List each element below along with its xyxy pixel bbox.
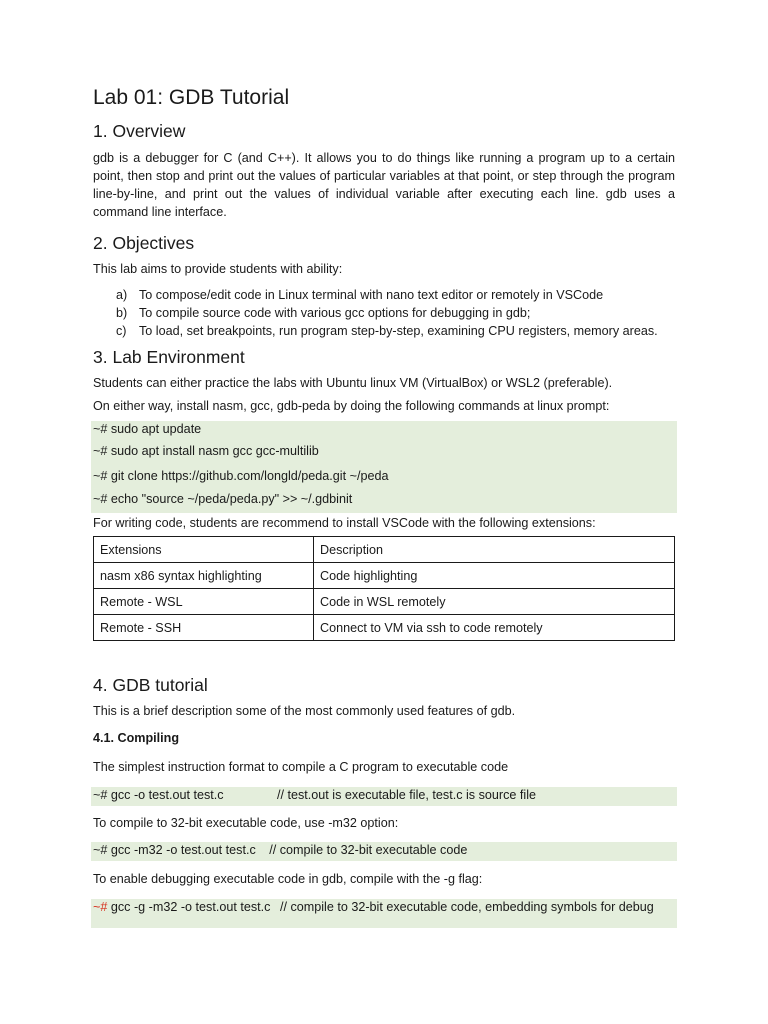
code-command: ~# gcc -m32 -o test.out test.c [93, 843, 256, 857]
table-row [94, 589, 675, 615]
compile-command-block [91, 787, 677, 806]
table-cell: Connect to VM via ssh to code remotely [314, 615, 675, 641]
code-line: ~# echo "source ~/peda/peda.py" >> ~/.gdbinit [93, 492, 353, 506]
extensions-table [93, 536, 675, 641]
table-cell: Remote - SSH [94, 615, 314, 641]
table-cell: Remote - WSL [94, 589, 314, 615]
page-title: Lab 01: GDB Tutorial [93, 86, 290, 109]
code-line: ~# sudo apt update [93, 422, 202, 436]
list-marker: a) [116, 288, 128, 302]
compiling-para1: The simplest instruction format to compile a C program to executable code [93, 760, 509, 774]
overview-paragraph: gdb is a debugger for C (and C++). It allows you to do things like running a program up to a certain point, then stop and print out the values of particular variables at that point, or step through the program line-by-line, and print out the values of individual variable after executing each line. gdb uses a command line interface. [93, 151, 675, 219]
environment-para3: For writing code, students are recommend to install VSCode with the following extensions: [93, 516, 596, 530]
code-line [93, 788, 536, 802]
code-line [93, 900, 654, 914]
list-marker: b) [116, 306, 128, 320]
code-comment: // compile to 32-bit executable code [269, 843, 468, 857]
code-command: ~# gcc -o test.out test.c [93, 788, 224, 802]
compiling-subheading: 4.1. Compiling [93, 731, 180, 745]
table-row [94, 563, 675, 589]
table-header-cell: Extensions [94, 537, 314, 563]
code-command: gcc -g -m32 -o test.out test.c [107, 900, 271, 914]
objectives-list [93, 288, 675, 342]
list-text: To compose/edit code in Linux terminal with nano text editor or remotely in VSCode [139, 288, 604, 302]
compile-m32-command-block [91, 842, 677, 861]
install-commands-block [91, 421, 677, 513]
table-row [94, 615, 675, 641]
table-header-cell: Description [314, 537, 675, 563]
tutorial-intro: This is a brief description some of the most commonly used features of gdb. [93, 704, 516, 718]
list-marker: c) [116, 324, 127, 338]
code-prompt: ~# [93, 900, 108, 914]
compile-debug-command-block [91, 899, 677, 928]
compiling-para3: To enable debugging executable code in gdb, compile with the -g flag: [93, 872, 483, 886]
list-text: To compile source code with various gcc options for debugging in gdb; [139, 306, 531, 320]
objectives-intro: This lab aims to provide students with ability: [93, 262, 343, 276]
code-line: ~# git clone https://github.com/longld/peda.git ~/peda [93, 469, 389, 483]
code-comment: // test.out is executable file, test.c is source file [277, 788, 536, 802]
list-text: To load, set breakpoints, run program step-by-step, examining CPU registers, memory areas. [139, 324, 658, 338]
code-line: ~# sudo apt install nasm gcc gcc-multilib [93, 444, 319, 458]
tutorial-heading: 4. GDB tutorial [93, 675, 208, 695]
table-cell: Code highlighting [314, 563, 675, 589]
overview-heading: 1. Overview [93, 121, 186, 141]
compiling-para2: To compile to 32-bit executable code, use -m32 option: [93, 816, 399, 830]
code-line [93, 843, 467, 857]
code-comment: // compile to 32-bit executable code, embedding symbols for debug [279, 900, 654, 914]
table-header-row [94, 537, 675, 563]
environment-para2: On either way, install nasm, gcc, gdb-peda by doing the following commands at linux prompt: [93, 399, 610, 413]
table-cell: Code in WSL remotely [314, 589, 675, 615]
environment-para1: Students can either practice the labs with Ubuntu linux VM (VirtualBox) or WSL2 (preferable). [93, 376, 613, 390]
environment-heading: 3. Lab Environment [93, 347, 245, 367]
objectives-heading: 2. Objectives [93, 233, 195, 253]
table-cell: nasm x86 syntax highlighting [94, 563, 314, 589]
